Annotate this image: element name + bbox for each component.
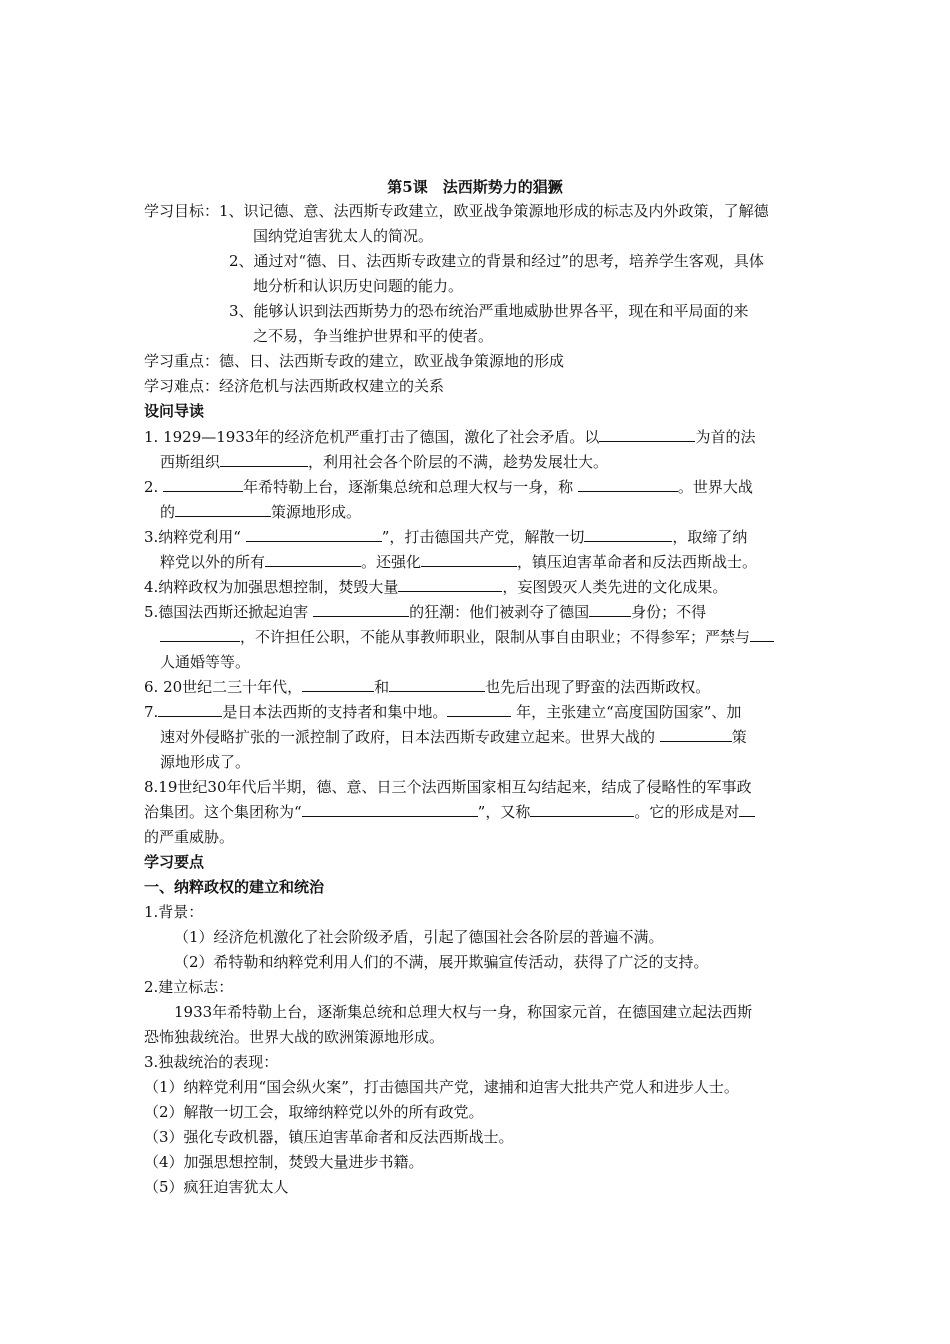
blank[interactable] [398,576,502,592]
background-label: 1.背景： [144,903,204,921]
question-6: 6. 20世纪二三十年代， 和 也先后出现了野蛮的法西斯政权。 [144,678,711,696]
objectives-line-1b: 国纳党迫害犹太人的简况。 [253,227,434,245]
objectives-line-3b: 之不易，争当维护世界和平的使者。 [253,327,494,345]
section-1-heading: 一、纳粹政权的建立和统治 [144,878,325,896]
question-7-line-1: 7. 是日本法西斯的支持者和集中地。 年，主张建立“高度国防国家”、加 [144,703,742,721]
blank[interactable] [246,526,382,542]
rule-label: 3.独裁统治的表现： [144,1053,279,1071]
key-point: 学习重点：德、日、法西斯专政的建立，欧亚战争策源地的形成 [144,352,565,370]
blank[interactable] [160,626,240,642]
question-5-line-1: 5.德国法西斯还掀起迫害 的狂潮：他们被剥夺了德国 身份；不得 [144,603,707,621]
rule-item-1: （1）纳粹党利用“国会纵火案”，打击德国共产党，逮捕和迫害大批共产党人和进步人士。 [144,1078,739,1096]
objectives-line-3: 3、能够认识到法西斯势力的恐布统治严重地威胁世界各平，现在和平局面的来 [229,302,749,320]
question-5-line-2: ，不许担任公职，不能从事教师职业，限制从事自由职业；不得参军；严禁与 [160,625,950,649]
objectives-line-1: 学习目标：1、识记德、意、法西斯专政建立，欧亚战争策源地形成的标志及内外政策，了解德 [144,202,769,220]
blank[interactable] [750,626,774,642]
question-7-line-2: 速对外侵略扩张的一派控制了政府，日本法西斯专政建立起来。世界大战的 策 [160,728,747,746]
sign-label: 2.建立标志： [144,978,234,996]
blank[interactable] [660,726,732,742]
blank[interactable] [175,501,271,517]
sign-text-1: 1933年希特勒上台，逐渐集总统和总理大权与一身，称国家元首，在德国建立起法西斯 [174,1003,753,1021]
question-7-line-3: 源地形成了。 [160,753,251,771]
objectives-label: 学习目标： [144,202,220,220]
blank[interactable] [313,601,409,617]
blank[interactable] [389,676,485,692]
blank[interactable] [265,551,361,567]
rule-item-2: （2）解散一切工会，取缔纳粹党以外的所有政党。 [144,1103,484,1121]
blank[interactable] [578,476,678,492]
blank[interactable] [530,801,634,817]
objectives-line-2b: 地分析和认识历史问题的能力。 [253,277,464,295]
blank[interactable] [739,801,755,817]
difficulty: 学习难点：经济危机与法西斯政权建立的关系 [144,377,445,395]
blank[interactable] [302,801,478,817]
background-item-2: （2）希特勒和纳粹党利用人们的不满，展开欺骗宣传活动，获得了广泛的支持。 [174,953,709,971]
rule-item-3: （3）强化专政机器，镇压迫害革命者和反法西斯战士。 [144,1128,514,1146]
objectives-line-2: 2、通过对“德、日、法西斯专政建立的背景和经过”的思考，培养学生客观，具体 [229,252,764,270]
question-3-line-2: 粹党以外的所有 。还强化 ，镇压迫害革命者和反法西斯战士。 [160,553,758,571]
question-1-line-2: 西斯组织 ，利用社会各个阶层的不满，趁势发展壮大。 [160,453,609,471]
rule-item-5: （5）疯狂迫害犹太人 [144,1178,289,1196]
question-2-line-2: 的 策源地形成。 [160,503,362,521]
rule-item-4: （4）加强思想控制，焚毁大量进步书籍。 [144,1153,424,1171]
lesson-title: 第5课 法西斯势力的猖獗 [387,178,563,196]
question-8-line-1: 8.19世纪30年代后半期，德、意、日三个法西斯国家相互勾结起来，结成了侵略性的军事政 [144,778,752,796]
background-item-1: （1）经济危机激化了社会阶级矛盾，引起了德国社会各阶层的普遍不满。 [174,928,664,946]
blank[interactable] [447,701,511,717]
blank[interactable] [158,701,222,717]
sign-text-2: 恐怖独裁统治。世界大战的欧洲策源地形成。 [144,1028,445,1046]
question-3-line-1: 3.纳粹党利用“ ”，打击德国共产党，解散一切 ，取缔了纳 [144,528,748,546]
blank[interactable] [589,601,631,617]
blank[interactable] [302,676,374,692]
question-4: 4.纳粹政权为加强思想控制，焚毁大量 ，妄图毁灭人类先进的文化成果。 [144,578,728,596]
blank[interactable] [220,451,308,467]
question-8-line-2: 治集团。这个集团称为“ ”，又称 。它的形成是对 [144,800,950,824]
points-heading: 学习要点 [144,853,205,871]
question-2-line-1: 2. 年希特勒上台，逐渐集总统和总理大权与一身，称 。世界大战 [144,478,753,496]
question-8-line-3: 的严重威胁。 [144,828,235,846]
blank[interactable] [421,551,517,567]
question-1-line-1: 1. 1929—1933年的经济危机严重打击了德国，激化了社会矛盾。以 为首的法 [144,428,756,446]
question-5-line-3: 人通婚等等。 [160,653,251,671]
guide-heading: 设问导读 [144,402,205,420]
blank[interactable] [163,476,243,492]
blank[interactable] [584,526,672,542]
blank[interactable] [599,426,695,442]
